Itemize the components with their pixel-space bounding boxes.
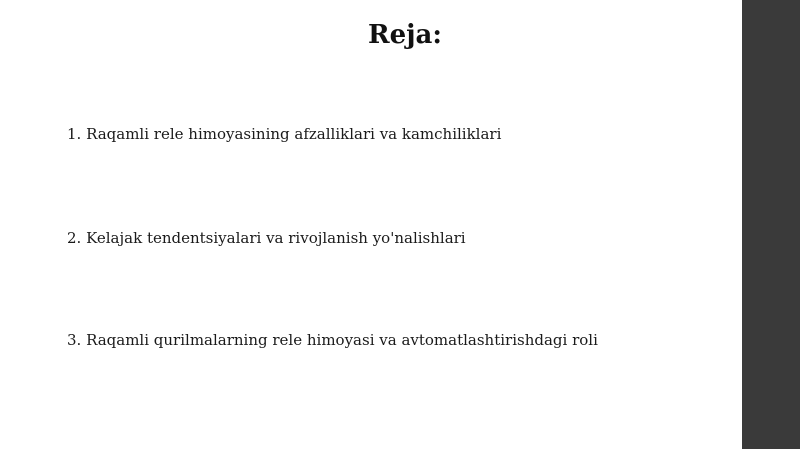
dark-side-panel bbox=[742, 0, 800, 449]
plan-item-2: 2. Kelajak tendentsiyalari va rivojlanish yo'nalishlari bbox=[67, 229, 466, 247]
slide-title: Reja: bbox=[367, 20, 442, 50]
plan-item-1: 1. Raqamli rele himoyasining afzalliklari va kamchiliklari bbox=[67, 125, 502, 143]
plan-item-3: 3. Raqamli qurilmalarning rele himoyasi va avtomatlashtirishdagi roli bbox=[67, 331, 598, 349]
